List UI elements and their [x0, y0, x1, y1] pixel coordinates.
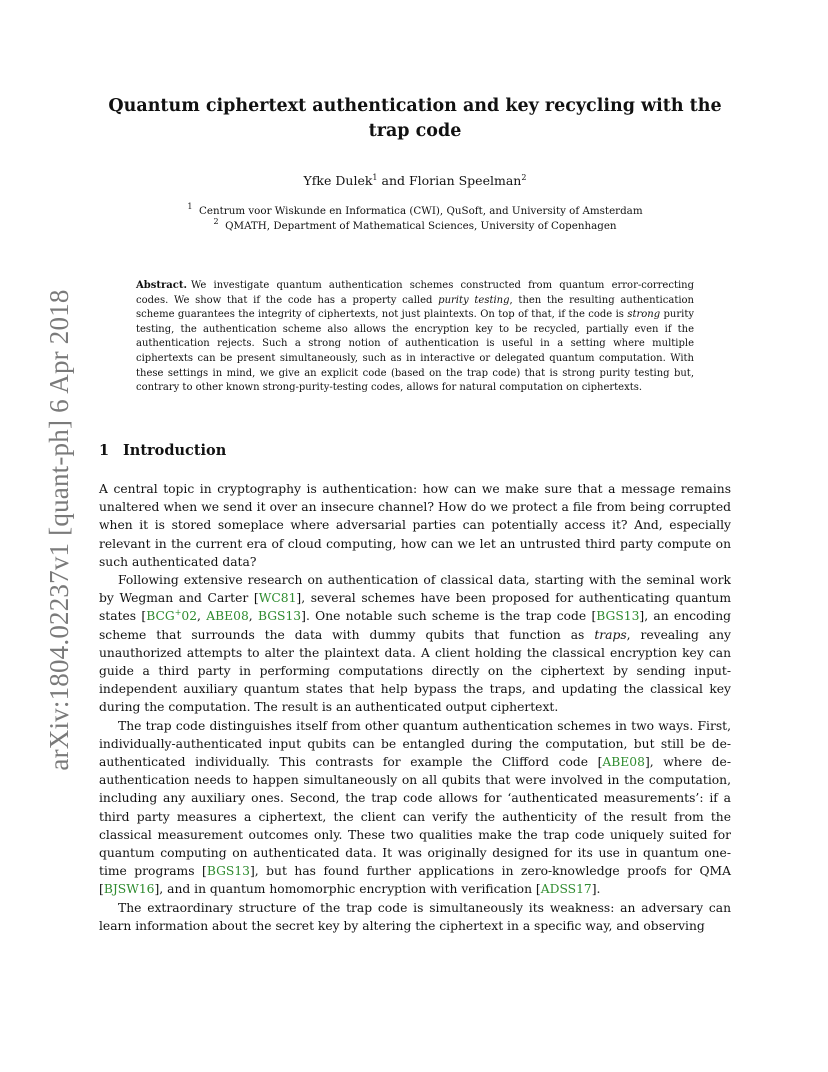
- paragraph-emphasis: traps: [594, 627, 627, 642]
- citation-link[interactable]: WC81: [258, 591, 297, 606]
- citation-link[interactable]: BJSW16: [103, 882, 155, 897]
- citation-link[interactable]: ABE08: [206, 609, 249, 624]
- abstract-text: purity testing, the authentication scheme also allows the encryption key to be recycled, partially even if the authentication rejects. Such a strong notion of authentication is useful in a setting where multiple ciphertexts can be present simultaneously, such as in interactive or delegated quantum computation. With these settings in mind, we give an explicit code (based on the trap code) that is strong purity testing but, contrary to other known strong-purity-testing codes, allows for natural computation on ciphertexts.: [136, 309, 694, 394]
- section-body: [99, 480, 731, 935]
- citation-link[interactable]: ADSS17: [540, 882, 592, 897]
- affiliation-text: QMATH, Department of Mathematical Sciences, University of Copenhagen: [225, 220, 617, 232]
- abstract-emphasis: purity testing: [438, 294, 510, 306]
- author-name: Florian Speelman: [408, 173, 522, 188]
- citation-text: BCG: [146, 609, 175, 624]
- citation-link[interactable]: BGS13: [206, 864, 250, 879]
- affiliation-item: [100, 204, 730, 219]
- paragraph-text: ], an encoding scheme that surrounds the data with dummy qubits that function as: [99, 609, 732, 642]
- citation-link[interactable]: [146, 609, 197, 623]
- affiliation-mark: 2: [521, 173, 527, 182]
- citation-superscript: +: [174, 608, 182, 618]
- section-number: 1: [99, 442, 110, 459]
- paragraph: A central topic in cryptography is authentication: how can we make sure that a message remains unaltered when we send it over an insecure channel? How do we protect a file from being corrupted when it is stored someplace where adversarial parties can potentially access it? And, especially relevant in the current era of cloud computing, how can we let an untrusted third party compute on such authenticated data?: [99, 482, 731, 569]
- paragraph-text: Following extensive research on authentication of classical data, starting with the seminal work by Wegman and Carter [: [99, 573, 731, 606]
- citation-link[interactable]: BGS13: [596, 609, 640, 624]
- citation-separator: ,: [197, 609, 207, 624]
- abstract-label: Abstract.: [136, 280, 187, 291]
- citation-separator: ,: [248, 609, 258, 624]
- author-conjunction: and: [377, 173, 409, 188]
- author-name: Yfke Dulek: [303, 173, 373, 188]
- section-title: Introduction: [123, 442, 227, 459]
- paragraph-text: ], where de-authentication needs to happen simultaneously on all qubits that were involved in the computation, including any auxiliary ones. Second, the trap code allows for ‘authenticated measurements’: if a third party measures a ciphertext, the client can verify the authenticity of the result from the classical measurement outcomes only. These two qualities make the trap code uniquely suited for quantum computing on authenticated data. It was originally designed for its use in quantum one-time programs [: [99, 755, 731, 879]
- affiliation-item: [100, 219, 730, 234]
- paragraph-text: ]. One notable such scheme is the trap code [: [301, 609, 597, 624]
- paragraph-text: ].: [591, 882, 601, 897]
- paragraph: [99, 571, 731, 717]
- citation-text: 02: [181, 609, 198, 624]
- affiliation-text: Centrum voor Wiskunde en Informatica (CWI), QuSoft, and University of Amsterdam: [199, 205, 643, 217]
- citation-link[interactable]: ABE08: [602, 755, 645, 770]
- citation-link[interactable]: BGS13: [257, 609, 302, 624]
- abstract: [136, 279, 694, 396]
- paragraph: The extraordinary structure of the trap code is simultaneously its weakness: an adversary can learn information about the secret key by altering the ciphertext in a specific way, and observing: [99, 900, 731, 933]
- paragraph-text: , revealing any unauthorized attempts to alter the plaintext data. A client holding the classical encryption key can guide a third party in performing computations directly on the ciphertext by sending input-independent auxiliary quantum states that help bypass the traps, and updating the classical key during the computation. The result is an authenticated output ciphertext.: [99, 627, 732, 715]
- paper-title: [100, 94, 730, 144]
- title-line-1: Quantum ciphertext authentication and key recycling with the: [108, 96, 722, 116]
- abstract-emphasis: strong: [627, 309, 661, 321]
- abstract-text: We investigate quantum authentication schemes constructed from quantum error-correcting codes. We show that if the code has a property called: [136, 280, 694, 306]
- paragraph-text: ], and in quantum homomorphic encryption with verification [: [154, 882, 541, 897]
- paragraph-text: ], but has found further applications in zero-knowledge proofs for QMA [: [99, 864, 731, 897]
- affiliation-mark: 1: [372, 173, 378, 182]
- abstract-text: , then the resulting authentication scheme guarantees the integrity of ciphertexts, not just plaintexts. On top of that, if the code is: [136, 294, 694, 321]
- section-heading: [99, 442, 226, 459]
- arxiv-identifier: arXiv:1804.02237v1 [quant-ph] 6 Apr 2018: [44, 289, 74, 771]
- title-line-2: trap code: [368, 121, 462, 141]
- author-list: [100, 173, 730, 188]
- affiliation-mark: 2: [213, 217, 219, 226]
- affiliation-mark: 1: [187, 202, 193, 211]
- paragraph-text: ], several schemes have been proposed for authenticating quantum states [: [99, 591, 731, 624]
- paragraph: [99, 717, 731, 899]
- affiliations: [100, 204, 730, 234]
- paragraph-text: The trap code distinguishes itself from other quantum authentication schemes in two ways. First, individually-authenticated input qubits can be entangled during the computation, but still be de-authenticated individually. This contrasts for example the Clifford code [: [99, 718, 731, 770]
